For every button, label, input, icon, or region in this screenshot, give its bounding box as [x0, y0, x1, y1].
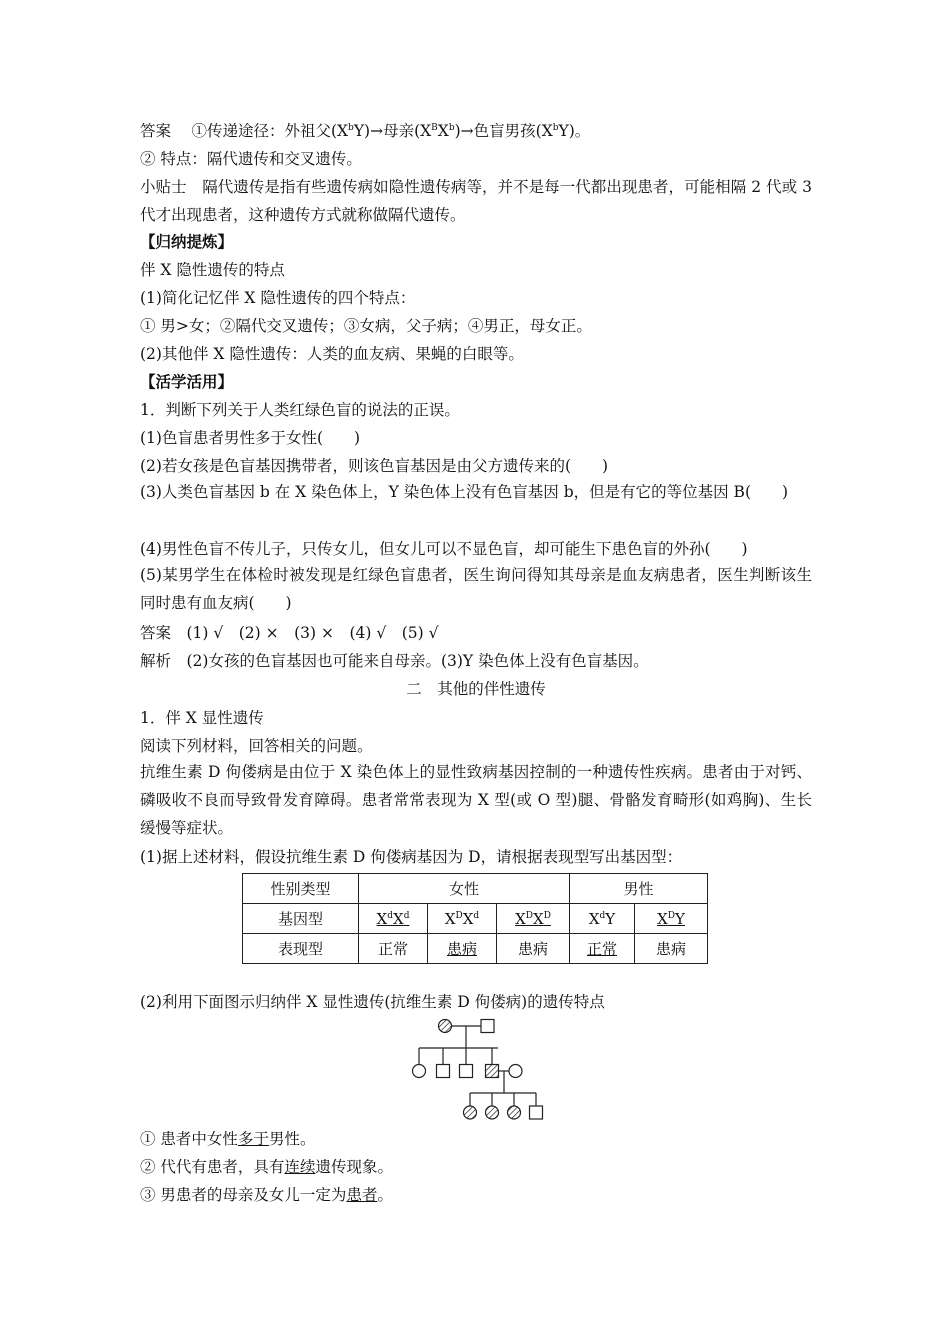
affected-female-symbol	[439, 1020, 452, 1033]
allele: d	[387, 910, 393, 921]
genotype	[657, 910, 685, 928]
summary-line: (2)其他伴 X 隐性遗传：人类的血友病、果蝇的白眼等。	[140, 345, 524, 363]
conclusion-line	[140, 1184, 393, 1206]
answer-blank: 连续	[284, 1158, 316, 1176]
text: ② 代代有患者，具有	[140, 1158, 285, 1176]
instruction: 阅读下列材料，回答相关的问题。	[140, 737, 373, 755]
sup: b	[348, 122, 354, 133]
pedigree-diagram	[408, 1018, 548, 1120]
task-line: (2)利用下面图示归纳伴 X 显性遗传(抗维生素 D 佝偻病)的遗传特点	[140, 993, 605, 1011]
task-line: (1)据上述材料，假设抗维生素 D 佝偻病基因为 D，请根据表现型写出基因型：	[140, 848, 683, 866]
answer-blank: 多于	[237, 1130, 269, 1148]
phenotype-cell: 患病	[635, 934, 708, 964]
affected-male-symbol	[486, 1065, 499, 1078]
question-item: (4)男性色盲不传儿子，只传女儿，但女儿可以不显色盲，却可能生下患色盲的外孙( )	[140, 540, 748, 558]
phenotype-cell	[428, 934, 497, 964]
normal-male-symbol	[437, 1065, 450, 1078]
question-intro: 1．判断下列关于人类红绿色盲的说法的正误。	[140, 401, 460, 419]
summary-line: (1)简化记忆伴 X 隐性遗传的四个特点：	[140, 289, 416, 307]
allele: D	[455, 910, 463, 921]
normal-male-symbol	[530, 1106, 543, 1119]
header-cell: 女性	[359, 874, 570, 904]
gene: X	[533, 909, 544, 928]
gene: X	[657, 909, 668, 928]
text: 男性。	[268, 1130, 316, 1148]
text: ①传递途径：外祖父(X	[191, 122, 349, 140]
text: 。	[377, 1186, 393, 1204]
allele: d	[403, 910, 410, 921]
normal-female-symbol	[413, 1065, 426, 1078]
question-item: (2)若女孩是色盲基因携带者，则该色盲基因是由父方遗传来的( )	[140, 457, 609, 475]
question-item: (5)某男学生在体检时被发现是红绿色盲患者，医生询问得知其母亲是血友病患者，医生判断该生同时患有血友病( )	[140, 566, 812, 612]
phenotype: 正常	[586, 940, 617, 958]
normal-male-symbol	[481, 1020, 494, 1033]
gene: X	[444, 909, 456, 928]
affected-female-symbol	[508, 1106, 521, 1119]
sup: B	[431, 122, 438, 133]
genotype-cell	[497, 904, 570, 934]
text: )→色盲男孩(X	[454, 122, 553, 140]
affected-female-symbol	[486, 1106, 499, 1119]
answer-transmission	[140, 120, 590, 142]
tip-text: 隔代遗传是指有些遗传病如隐性遗传病等，并不是每一代都出现患者，可能相隔 2 代或 3 代才出现患者，这种遗传方式就称做隔代遗传。	[140, 178, 812, 224]
gene: X	[393, 909, 404, 928]
text: X	[437, 122, 449, 140]
gene: X	[588, 909, 600, 928]
genotype-table	[242, 873, 708, 964]
phenotype-cell: 患病	[497, 934, 570, 964]
question-item: (1)色盲患者男性多于女性( )	[140, 429, 361, 447]
text: 遗传现象。	[315, 1158, 393, 1176]
tip-paragraph	[140, 173, 812, 229]
phenotype-cell	[570, 934, 635, 964]
genotype	[515, 910, 551, 928]
allele: D	[667, 910, 675, 921]
answer-line: 答案 (1) √ (2) × (3) × (4) √ (5) √	[140, 624, 439, 642]
phenotype-cell: 正常	[359, 934, 428, 964]
summary-heading: 【归纳提炼】	[140, 232, 234, 251]
sup: b	[552, 122, 559, 133]
summary-line: 伴 X 隐性遗传的特点	[140, 261, 285, 279]
gene: X	[376, 909, 388, 928]
text: ① 患者中女性	[140, 1130, 238, 1148]
genotype-cell	[428, 904, 497, 934]
gene: Y	[605, 909, 616, 928]
row-label: 表现型	[243, 934, 359, 964]
row-label: 基因型	[243, 904, 359, 934]
genotype-cell	[635, 904, 708, 934]
answer-label: 答案	[140, 122, 172, 140]
allele: d	[473, 910, 480, 921]
normal-male-symbol	[460, 1065, 473, 1078]
summary-line: ① 男>女；②隔代交叉遗传；③女病，父子病；④男正，母女正。	[140, 317, 592, 335]
material-paragraph: 抗维生素 D 佝偻病是由位于 X 染色体上的显性致病基因控制的一种遗传性疾病。患者由于对钙、磷吸收不良而导致骨发育障碍。患者常常表现为 X 型(或 O 型)腿、骨骼发育畸形(如鸡胸)、生长缓慢等症状。	[140, 763, 812, 837]
analysis-line: 解析 (2)女孩的色盲基因也可能来自母亲。(3)Y 染色体上没有色盲基因。	[140, 652, 649, 670]
allele: D	[543, 910, 551, 921]
genotype	[377, 910, 410, 928]
answer-blank: 患者	[346, 1186, 378, 1204]
gene: X	[462, 909, 474, 928]
genotype-cell	[570, 904, 635, 934]
section-title: 二 其他的伴性遗传	[406, 680, 546, 698]
feature-line: ② 特点：隔代遗传和交叉遗传。	[140, 150, 362, 168]
practice-heading: 【活学活用】	[140, 372, 234, 391]
normal-female-symbol	[509, 1065, 522, 1078]
text: Y)。	[558, 122, 591, 140]
conclusion-line	[140, 1156, 393, 1178]
text: ③ 男患者的母亲及女儿一定为	[140, 1186, 347, 1204]
sup: b	[448, 122, 455, 133]
phenotype: 患病	[446, 940, 477, 958]
header-cell: 男性	[570, 874, 708, 904]
tip-label: 小贴士	[140, 178, 187, 196]
header-cell: 性别类型	[243, 874, 359, 904]
genotype-cell	[359, 904, 428, 934]
allele: d	[599, 910, 606, 921]
subsection-title: 1．伴 X 显性遗传	[140, 709, 264, 727]
gene: X	[515, 909, 526, 928]
affected-female-symbol	[464, 1106, 477, 1119]
gene: Y	[675, 909, 685, 928]
conclusion-line	[140, 1128, 315, 1150]
text: Y)→母亲(X	[353, 122, 432, 140]
allele: D	[525, 910, 533, 921]
question-item: (3)人类色盲基因 b 在 X 染色体上，Y 染色体上没有色盲基因 b，但是有它的等位基因 B( )	[140, 483, 789, 501]
